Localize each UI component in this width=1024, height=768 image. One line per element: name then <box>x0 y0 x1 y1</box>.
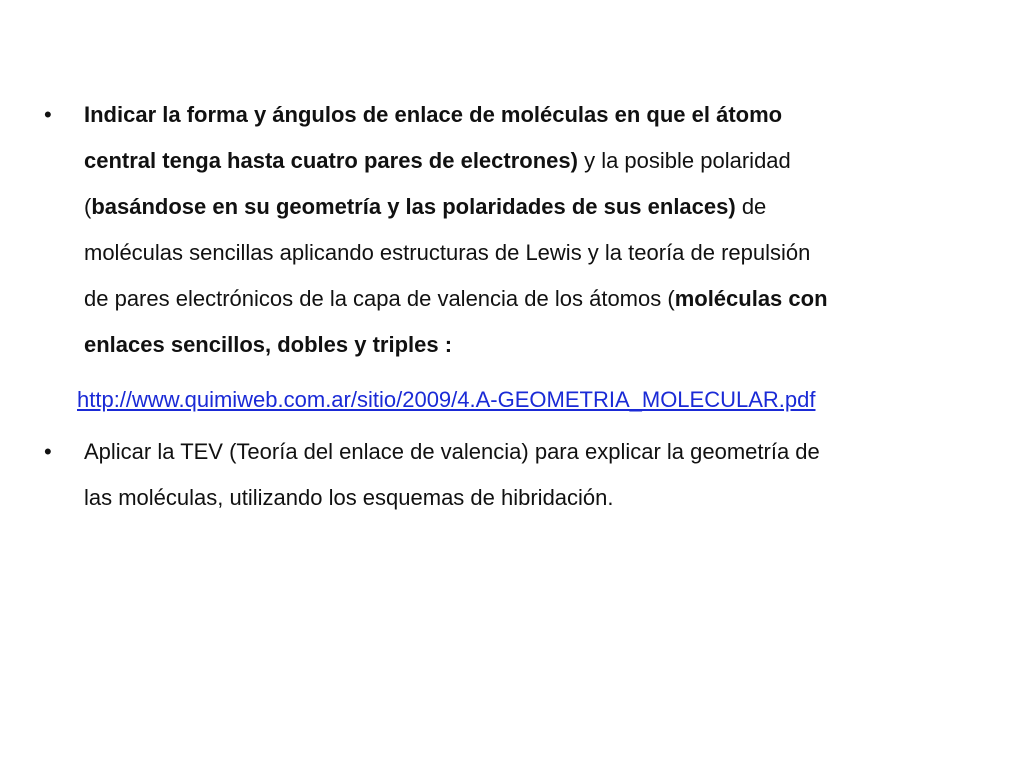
item2-line-1: Aplicar la TEV (Teoría del enlace de valencia) para explicar la geometría de <box>84 439 820 464</box>
objective-item-1 <box>84 92 984 368</box>
item1-line-3: (basándose en su geometría y las polaridades de sus enlaces) de <box>84 194 767 219</box>
item1-line-5: de pares electrónicos de la capa de valencia de los átomos (moléculas con <box>84 286 828 311</box>
item1-line-4: moléculas sencillas aplicando estructuras de Lewis y la teoría de repulsión <box>84 240 811 265</box>
link-line <box>77 377 815 423</box>
item1-line-6: enlaces sencillos, dobles y triples : <box>84 332 453 357</box>
bullet-marker-1: • <box>44 102 52 127</box>
pdf-link[interactable]: http://www.quimiweb.com.ar/sitio/2009/4.A-GEOMETRIA_MOLECULAR.pdf <box>77 387 816 412</box>
bullet-marker-2: • <box>44 439 52 464</box>
item1-line-1: Indicar la forma y ángulos de enlace de moléculas en que el átomo <box>84 102 783 127</box>
item1-line-2: central tenga hasta cuatro pares de electrones) y la posible polaridad <box>84 148 791 173</box>
item2-line-2: las moléculas, utilizando los esquemas de hibridación. <box>84 485 614 510</box>
objective-item-2 <box>84 429 984 521</box>
